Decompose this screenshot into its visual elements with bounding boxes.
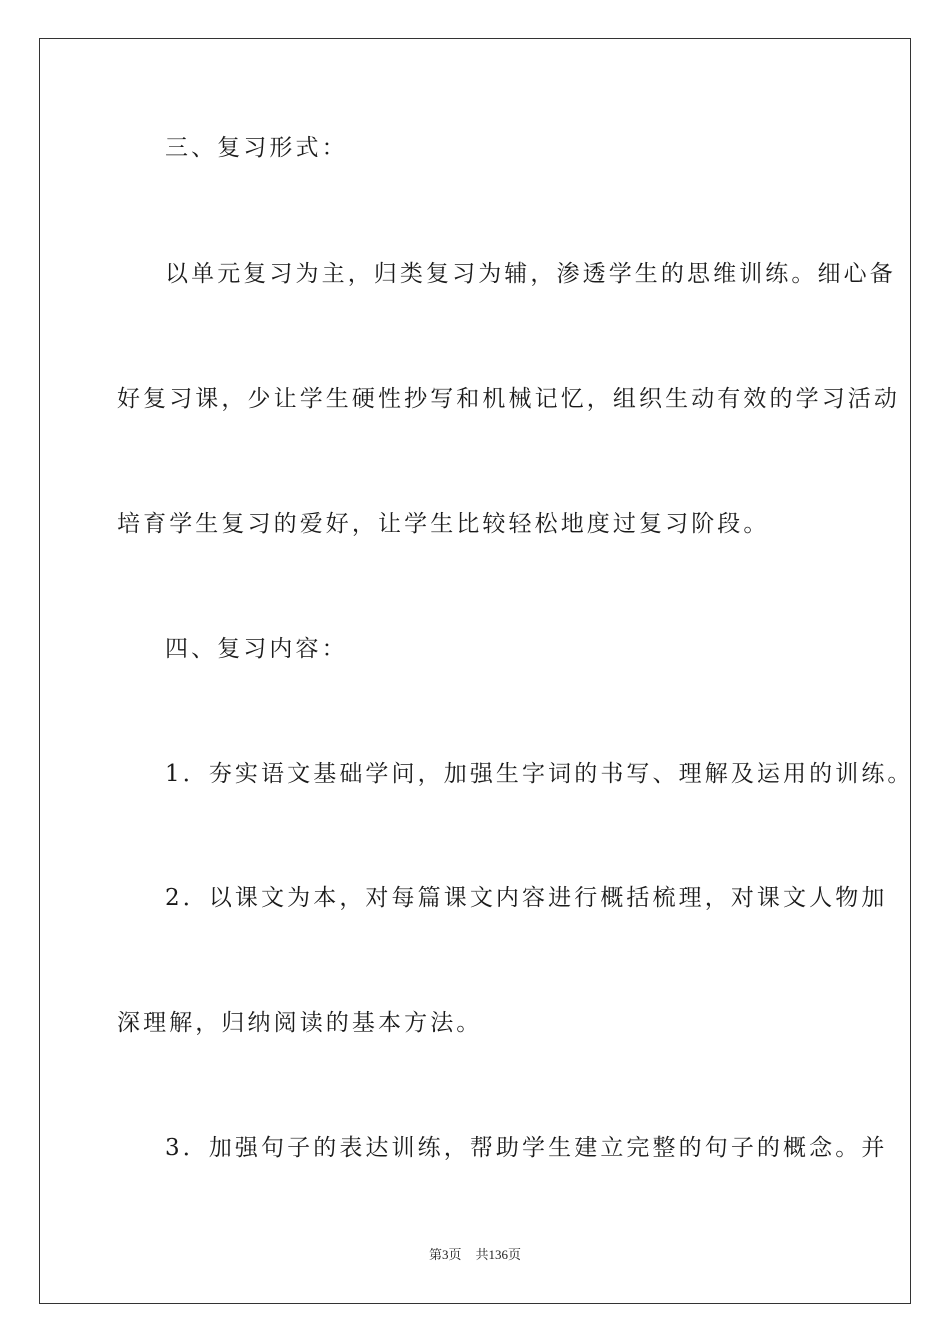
- list-item-2: 2．以课文为本，对每篇课文内容进行概括梳理，对课文人物加: [165, 885, 888, 911]
- list-item-3: 3．加强句子的表达训练，帮助学生建立完整的句子的概念。并: [165, 1135, 888, 1161]
- page-total: 共136页: [475, 1247, 522, 1262]
- paragraph-line: 深理解，归纳阅读的基本方法。: [117, 1010, 483, 1036]
- paragraph-line: 好复习课，少让学生硬性抄写和机械记忆，组织生动有效的学习活动: [117, 386, 900, 412]
- page-footer: [0, 1246, 950, 1264]
- page-border: [39, 38, 914, 1304]
- list-item-1: 1．夯实语文基础学问，加强生字词的书写、理解及运用的训练。: [165, 761, 914, 787]
- page-number: 第3页: [428, 1247, 462, 1262]
- paragraph-line: 培育学生复习的爱好，让学生比较轻松地度过复习阶段。: [117, 511, 770, 537]
- heading-review-form: 三、复习形式：: [165, 135, 348, 161]
- heading-review-content: 四、复习内容：: [165, 636, 348, 662]
- paragraph-line: 以单元复习为主，归类复习为辅，渗透学生的思维训练。细心备: [165, 261, 896, 287]
